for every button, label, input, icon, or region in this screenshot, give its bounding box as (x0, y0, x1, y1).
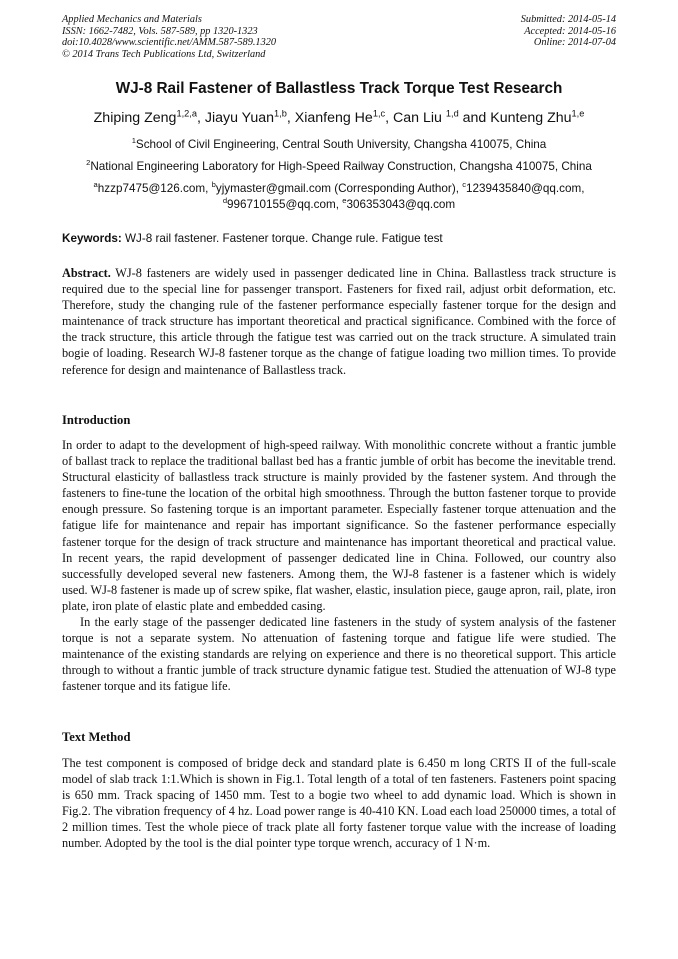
abstract (62, 265, 616, 378)
paper-title: WJ-8 Rail Fastener of Ballastless Track Torque Test Research (115, 80, 563, 97)
keywords (62, 232, 617, 245)
author-list (0, 110, 678, 126)
affiliation-2 (0, 160, 678, 173)
email-sup: e (342, 196, 347, 206)
emails-line-2 (0, 197, 678, 213)
journal-copyright: © 2014 Trans Tech Publications Ltd, Switzerland (62, 48, 266, 60)
author-sup: 1,d (445, 108, 459, 119)
affiliation-1 (0, 138, 678, 151)
affiliation-sup: 1 (131, 136, 136, 146)
journal-name: Applied Mechanics and Materials (62, 14, 202, 25)
submission-dates (521, 14, 616, 49)
keywords-label: Keywords: (62, 232, 122, 245)
author-sep: , (385, 110, 394, 126)
journal-info (62, 14, 276, 60)
text-method-body (62, 755, 616, 852)
email-sup: d (222, 196, 228, 206)
online-date: Online: 2014-07-04 (533, 37, 616, 48)
author-sep: , (196, 110, 205, 126)
affiliation-text: National Engineering Laboratory for High-Speed Railway Construction, Changsha 410075, China (90, 160, 592, 173)
paragraph: The test component is composed of bridge deck and standard plate is 6.450 m long CRTS II of the full-scale model of slab track 1:1.Which is shown in Fig.1. Total length of a total of ten fasteners. Fasteners point spacing is 650 mm. Track spacing of 1450 mm. Test to a bogie two wheel to add dynamic load. Which is shown in Fig.2. The vibration frequency of 4 hz. Load power range is 40-410 KN. Load each load 250000 times, a total of 2 million times. Test the whole piece of track plate all forty fastener torque value with the increase of loading number. Adopted by the tool is the dial pointer type torque wrench, accuracy of 1 N·m. (62, 756, 617, 851)
author-sup: 1,b (274, 108, 287, 119)
paragraph: In order to adapt to the development of high-speed railway. With monolithic concrete without a frantic jumble of ballast track to replace the traditional ballast bed has a frantic jumble of orbit has become the inevitable trend. Structural elasticity of ballastless track structure is mainly provided by the fastener system. And through the fasteners to fine-tune the location of the orbital high smoothness. Through the button fastener torque to provide enough pressure. So fastening torque is an important parameter. Especially fastener torque attenuation and the fatigue life for maintenance and repair has important significance. So the fastener performance especially fastener torque for the design of track structure and maintenance has important theoretical and practical value. In recent years, the rapid development of passenger dedicated line in China. Followed, our country also successfully developed several new fasteners. Among them, the WJ-8 fastener is a fastener which is widely used. WJ-8 fastener is made up of screw spike, flat washer, elastic, insulation piece, gauge apron, rail, plate, iron plate, iron plate of elastic plate and embedded casing. (62, 438, 616, 613)
accepted-date: Accepted: 2014-05-16 (524, 25, 616, 37)
email-sup: a (93, 180, 98, 190)
email-link[interactable]: yjymaster@gmail.com (Corresponding Author), (215, 182, 463, 195)
emails-line-1 (0, 181, 678, 197)
author-name: Kunteng Zhu (490, 110, 572, 126)
keywords-text: WJ-8 rail fastener. Fastener torque. Change rule. Fatigue test (121, 232, 443, 245)
author-sup: 1,2,a (176, 108, 197, 119)
paragraph: In the early stage of the passenger dedicated line fasteners in the study of system analysis of the fastener torque is not a separate system. No attenuation of fastening torque and fatigue life were studied. The maintenance of the existing standards are relying on experience and there is no theoretical support. This article through to without a frantic jumble of track structure dynamic fatigue test. Studied the attenuation of WJ-8 type fastener torque and its fatigue life. (62, 615, 616, 694)
email-sup: b (211, 180, 216, 190)
author-name: Zhiping Zeng (93, 110, 177, 126)
introduction-body (62, 437, 616, 695)
abstract-label: Abstract. (62, 266, 111, 280)
author-name: Jiayu Yuan (204, 110, 275, 126)
section-heading-text-method: Text Method (62, 730, 131, 744)
email-link[interactable]: hzzp7475@126.com, (97, 182, 212, 195)
abstract-text: WJ-8 fasteners are widely used in passenger dedicated line in China. Ballastless track structure is required due to the special line for passenger transport. Fasteners for fixed rail, adjust orbit deformation, etc. Therefore, study the changing rule of the fastener performance especially fastener torque for the design and maintenance of track structure has important theoretical and practical significance. Combined with the force of the track structure, this article through the fatigue test was carried out on the track structure. A simulated train bogie of loading. Research WJ-8 fastener torque as the change of fatigue loading two million times. To provide reference for design and maintenance of Ballastless track. (62, 266, 616, 377)
author-sep: and (458, 110, 491, 126)
author-emails (0, 181, 678, 213)
section-heading-introduction: Introduction (62, 413, 131, 427)
author-sup: 1,c (372, 108, 386, 119)
author-sep: , (286, 110, 295, 126)
journal-doi: doi:10.4028/www.scientific.net/AMM.587-589.1320 (62, 37, 277, 48)
email-link[interactable]: 1239435840@qq.com, (466, 182, 585, 195)
author-sup: 1,e (571, 108, 585, 119)
journal-issn: ISSN: 1662-7482, Vols. 587-589, pp 1320-1323 (62, 25, 258, 37)
email-link[interactable]: 306353043@qq.com (346, 198, 456, 211)
author-name: Xianfeng He (294, 110, 373, 126)
email-link[interactable]: 996710155@qq.com, (227, 198, 343, 211)
affiliation-sup: 2 (86, 158, 91, 168)
submitted-date: Submitted: 2014-05-14 (520, 14, 616, 25)
email-sup: c (462, 180, 467, 190)
affiliation-text: School of Civil Engineering, Central South University, Changsha 410075, China (135, 138, 547, 151)
author-name: Can Liu (393, 110, 446, 126)
